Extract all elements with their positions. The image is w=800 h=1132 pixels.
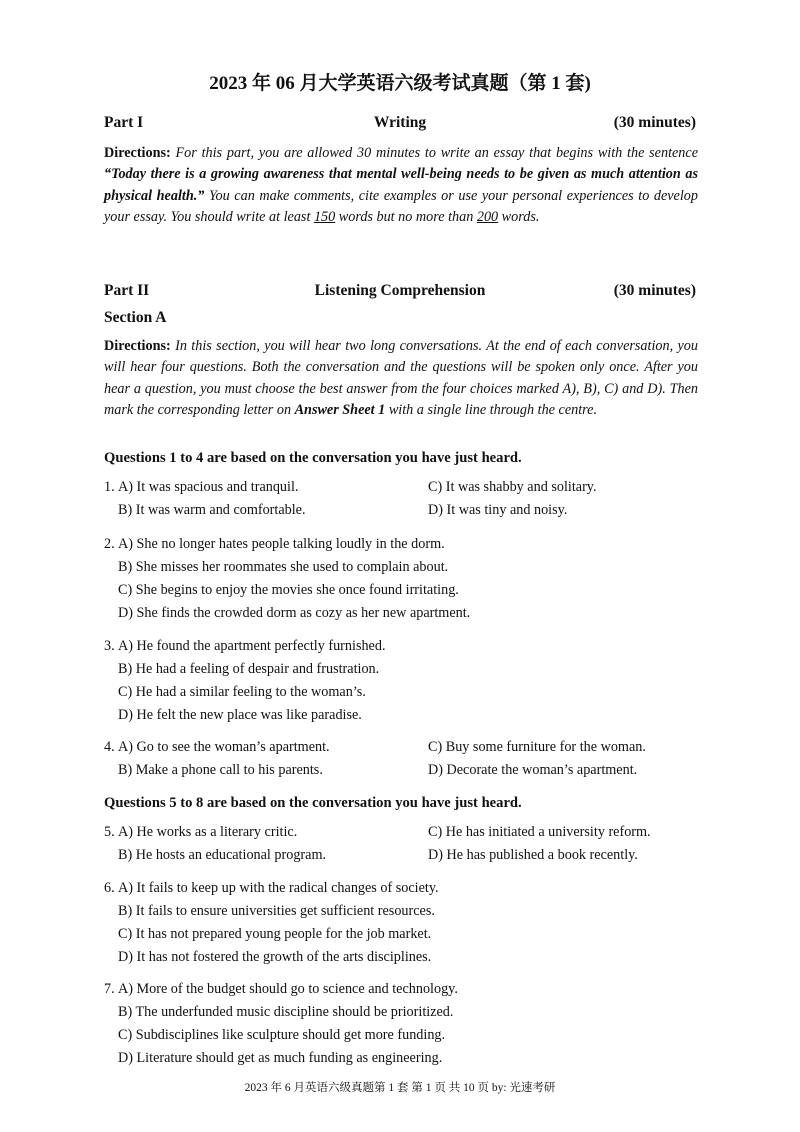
answer-sheet-ref: Answer Sheet 1: [294, 401, 386, 418]
option-b: B) Make a phone call to his parents.: [118, 762, 323, 778]
question-number: 6.: [104, 880, 115, 896]
option-d: D) It was tiny and noisy.: [428, 502, 568, 518]
option-c: C) She begins to enjoy the movies she once found irritating.: [118, 582, 459, 598]
question-1: [104, 476, 704, 522]
part2-header: [104, 282, 696, 304]
directions-label: Directions:: [104, 338, 171, 354]
option-a: A) He found the apartment perfectly furnished.: [118, 638, 386, 654]
directions-text: with a single line through the centre.: [385, 401, 597, 418]
question-number: 2.: [104, 536, 115, 552]
part2-time: (30 minutes): [613, 282, 696, 299]
directions-text: For this part, you are allowed 30 minutes to write an essay that begins with the sentence: [170, 145, 698, 161]
option-a: A) Go to see the woman’s apartment.: [118, 739, 330, 755]
part1-directions: [104, 143, 698, 228]
option-d: D) Literature should get as much funding as engineering.: [118, 1050, 443, 1066]
option-a: A) It was spacious and tranquil.: [118, 479, 299, 495]
option-c: C) It has not prepared young people for the job market.: [118, 926, 432, 942]
option-a: A) It fails to keep up with the radical changes of society.: [118, 880, 439, 896]
question-2: [104, 533, 704, 625]
directions-text: In this section, you will hear two long conversations. At the end of each conversation, you will hear four questions. Both the conversation and the questions will be spoken only once. After you hear a question, you must choose the best answer from the four choices marked A), B), C) and D). Then mark the corresponding letter on: [104, 338, 698, 418]
option-c: C) He had a similar feeling to the woman’s.: [118, 684, 366, 700]
min-words: 150: [313, 208, 336, 225]
question-number: 4.: [104, 739, 115, 755]
max-words: 200: [476, 208, 499, 225]
option-b: B) He had a feeling of despair and frustration.: [118, 661, 380, 677]
page-footer: 2023 年 6 月英语六级真题第 1 套 第 1 页 共 10 页 by: 光速考研: [244, 1082, 556, 1094]
question-number: 7.: [104, 981, 115, 997]
question-number: 5.: [104, 824, 115, 840]
page-title: 2023 年 06 月大学英语六级考试真题（第 1 套): [209, 73, 591, 94]
option-c: C) It was shabby and solitary.: [428, 479, 597, 495]
part1-label: Part I: [104, 114, 144, 131]
part2-label: Part II: [104, 282, 150, 299]
option-d: D) It has not fostered the growth of the arts disciplines.: [118, 949, 432, 965]
question-3: [104, 635, 704, 727]
question-6: [104, 877, 704, 969]
option-b: B) It was warm and comfortable.: [118, 502, 306, 518]
part1-header: [104, 114, 696, 136]
question-4: [104, 736, 704, 782]
option-b: B) The underfunded music discipline should be prioritized.: [118, 1004, 454, 1020]
question-number: 3.: [104, 638, 115, 654]
essay-prompt: “Today there is a growing awareness that mental well-being needs to be given as much attention as physical health.”: [104, 166, 698, 204]
option-b: B) He hosts an educational program.: [118, 847, 327, 863]
option-c: C) He has initiated a university reform.: [428, 824, 651, 840]
directions-label: Directions:: [104, 145, 171, 161]
question-group-header: Questions 5 to 8 are based on the conversation you have just heard.: [104, 795, 522, 811]
question-number: 1.: [104, 479, 115, 495]
option-a: A) She no longer hates people talking loudly in the dorm.: [118, 536, 445, 552]
option-d: D) She finds the crowded dorm as cozy as her new apartment.: [118, 605, 471, 621]
option-b: B) She misses her roommates she used to complain about.: [118, 559, 449, 575]
directions-text: You can make comments, cite examples or use your personal experiences to develop your essay. You should write at least: [104, 187, 698, 225]
option-d: D) Decorate the woman’s apartment.: [428, 762, 638, 778]
directions-text: words but no more than: [335, 208, 477, 225]
option-c: C) Subdisciplines like sculpture should get more funding.: [118, 1027, 446, 1043]
option-b: B) It fails to ensure universities get sufficient resources.: [118, 903, 435, 919]
question-5: [104, 821, 704, 867]
part2-directions: [104, 336, 698, 421]
option-d: D) He felt the new place was like paradise.: [118, 707, 362, 723]
option-a: A) More of the budget should go to science and technology.: [118, 981, 458, 997]
part1-time: (30 minutes): [613, 114, 696, 131]
option-c: C) Buy some furniture for the woman.: [428, 739, 646, 755]
part1-name: Writing: [373, 114, 427, 131]
section-a-title: Section A: [104, 309, 167, 326]
question-7: [104, 978, 704, 1070]
option-a: A) He works as a literary critic.: [118, 824, 298, 840]
question-group-header: Questions 1 to 4 are based on the conversation you have just heard.: [104, 450, 522, 466]
option-d: D) He has published a book recently.: [428, 847, 638, 863]
part2-name: Listening Comprehension: [314, 282, 486, 299]
directions-text: words.: [498, 208, 540, 225]
